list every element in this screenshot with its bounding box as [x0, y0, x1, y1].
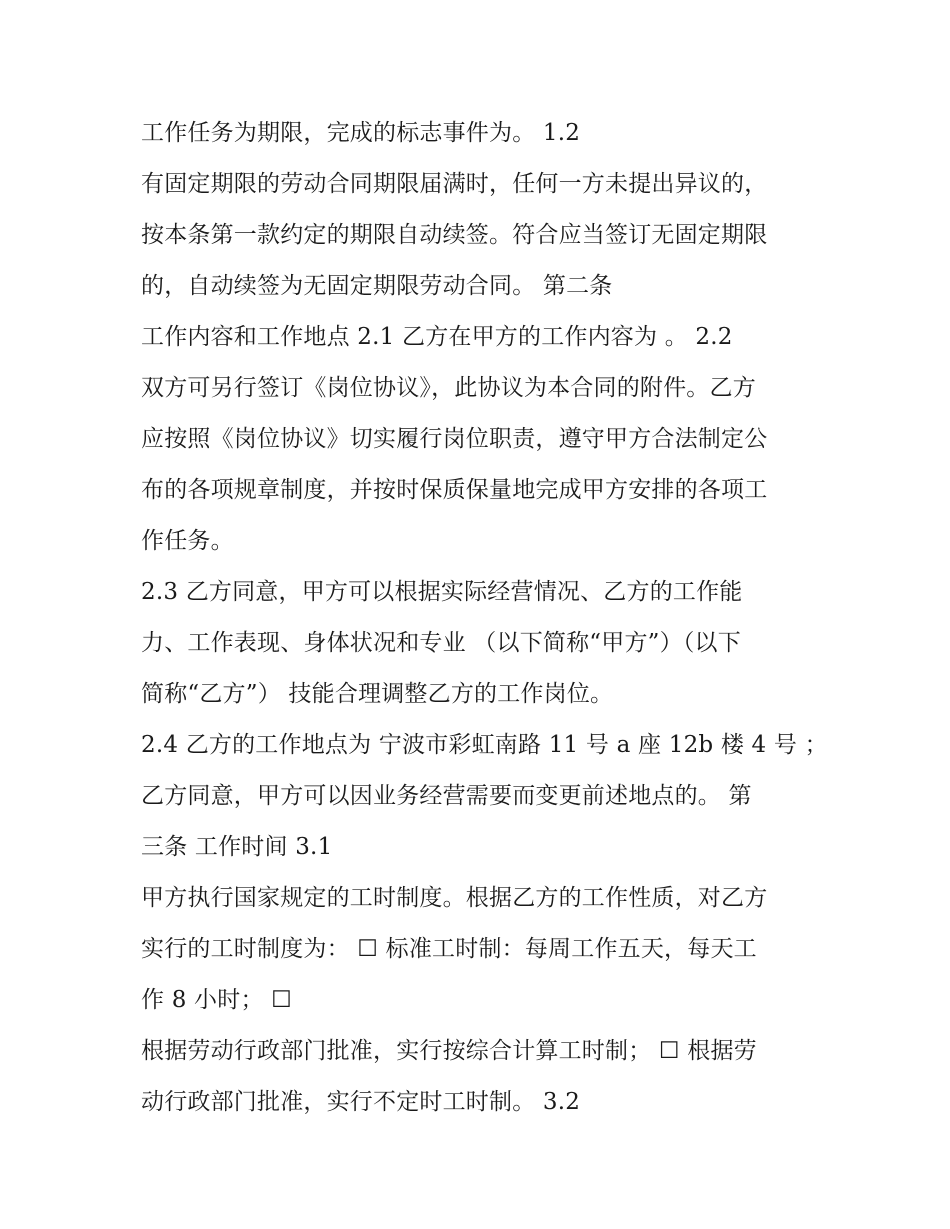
- text-line: 应按照《岗位协议》切实履行岗位职责，遵守甲方合法制定公: [141, 426, 768, 452]
- text-line: 2.3 乙方同意，甲方可以根据实际经营情况、乙方的工作能: [141, 579, 743, 605]
- text-line: 有固定期限的劳动合同期限届满时，任何一方未提出异议的，: [141, 171, 768, 197]
- text-line: 作任务。: [141, 528, 234, 554]
- text-line: 工作内容和工作地点 2.1 乙方在甲方的工作内容为 。 2.2: [141, 324, 733, 350]
- text-line: 实行的工时制度为： ☐ 标准工时制：每周工作五天，每天工: [141, 936, 757, 962]
- text-line: 根据劳动行政部门批准，实行按综合计算工时制； ☐ 根据劳: [141, 1038, 757, 1064]
- text-line: 力、工作表现、身体状况和专业 （以下简称“甲方”）（以下: [141, 630, 741, 656]
- text-line: 作 8 小时； ☐: [141, 987, 292, 1013]
- text-line: 乙方同意，甲方可以因业务经营需要而变更前述地点的。 第: [141, 783, 752, 809]
- text-line: 甲方执行国家规定的工时制度。根据乙方的工作性质，对乙方: [141, 885, 768, 911]
- text-line: 工作任务为期限，完成的标志事件为。 1.2: [141, 120, 581, 146]
- text-line: 2.4 乙方的工作地点为 宁波市彩虹南路 11 号 a 座 12b 楼 4 号 ；: [141, 732, 828, 758]
- contract-text: [141, 108, 831, 1128]
- text-line: 三条 工作时间 3.1: [141, 834, 333, 860]
- text-line: 布的各项规章制度，并按时保质保量地完成甲方安排的各项工: [141, 477, 768, 503]
- text-line: 简称“乙方”） 技能合理调整乙方的工作岗位。: [141, 681, 614, 707]
- text-line: 动行政部门批准，实行不定时工时制。 3.2: [141, 1089, 581, 1115]
- text-line: 按本条第一款约定的期限自动续签。符合应当签订无固定期限: [141, 222, 768, 248]
- text-line: 的，自动续签为无固定期限劳动合同。 第二条: [141, 273, 613, 299]
- text-line: 双方可另行签订《岗位协议》，此协议为本合同的附件。乙方: [141, 375, 756, 401]
